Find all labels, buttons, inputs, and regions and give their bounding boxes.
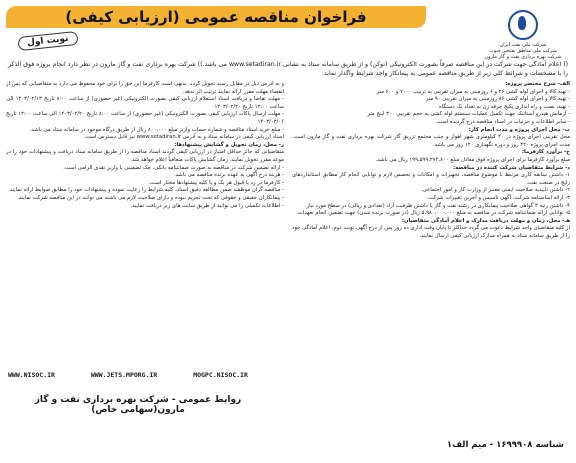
logo-line: شرکت ملی نفت ایران xyxy=(499,42,547,48)
paragraph: و به آدرس ذیل در مقابل رسید تحویل گردد. بدیهی است کارفرما این حق را برای خود محفوظ می دارد به متقاضیانی که پس از انقضاء مهلت مقرر ارائه نمایند ترتیب اثر ندهد. xyxy=(6,81,284,95)
footer-link[interactable]: WWW.JETS.MPORG.IR xyxy=(90,371,158,379)
header xyxy=(6,4,570,62)
paragraph: - سایر اطلاعات و جزئیات در اسناد مناقصه درج گردیده است. xyxy=(435,118,570,125)
paragraph: اسناد ارزیابی کیفی در سامانه ستاد و به آدرس www.setadiran.ir نیز قابل دسترس است. xyxy=(83,134,284,141)
logo-line: شرکت بهره برداری نفت و گاز مارون xyxy=(484,54,562,60)
footer-links xyxy=(8,371,248,379)
paragraph: - تهیه کالا و اجرای لوله کشی ۸۶ روزمینی به میزان تقریبی ۹۰ متر xyxy=(425,96,570,103)
company-logo xyxy=(484,10,562,60)
paragraph: ۲- داشتن تاییدیه صلاحیت ایمنی معتبر از وزارت کار و امور اجتماعی. xyxy=(420,187,570,194)
paragraph: - اطلاعات تکمیلی را می توانید از طریق سایت های زیر دریافت نمایید. xyxy=(130,202,284,209)
section-heading: الف- شرح مختصر پروژه: xyxy=(505,81,570,87)
paragraph: - مهلت تقاضا و دریافت اسناد استعلام ارزیابی کیفی بصورت الکترونیکی (غیر حضوری) از ساعت ۸:۰۰ تاریخ ۱۴۰۳/۰۲/۱۳ الی ساعت ۱۲:۰۰ تاریخ ۱۴۰۳/۰۲/۲۰ xyxy=(6,96,284,110)
logo-text xyxy=(484,42,562,60)
paragraph: - کارفرما در رد یا قبول هر یک و یا کلیه پیشنهادها مختار است. xyxy=(148,179,284,186)
section-heading: هـ- محل، زمان و مهلت دریافت مدارک و اعلام آمادگی متقاضیان: xyxy=(401,217,570,224)
footer-link[interactable]: MOGPC.NISOC.IR xyxy=(193,371,248,379)
footer-link[interactable]: WWW.NISOC.IR xyxy=(8,371,55,379)
body-columns xyxy=(6,81,570,331)
paragraph: از کلیه متقاضیان واجد شرایط دعوت می گردد حداکثر تا پایان وقت اداری ده روز پس از درج آگهی نوبت دوم، اعلام آمادگی خود را از طریق سامانه ستاد به همراه مدارک ارزیابی کیفی ارسال نمایند. xyxy=(292,225,570,239)
paragraph: ۱- داشتن سابقه کاری مرتبط با موضوع مناقصه، تجهیزات و امکانات و تخصص لازم و توانایی انجام کار مطابق استانداردهای رایج در صنعت نفت. xyxy=(292,172,570,186)
paragraph: محل تقریبی اجرای پروژه در ۴۰ کیلومتری شهر اهواز و جنب مجتمع تزریق گاز شرکت بهره برداری نفت و گاز مارون است. مدت اجرای پروژه ۴۲۰ روز و دوره نگهداری ۱۲۰ روز می باشد. xyxy=(292,134,570,148)
ad-identifier: شناسه ۱۶۹۹۹۰۸ - میم الف۱ xyxy=(446,440,564,450)
paragraph: - مناقصه گران موظفند ضمن مطالعه دقیق اسناد، کلیه شرایط را رعایت نموده و پیشنهادات خود را مطابق ضوابط ارائه نمایند. xyxy=(8,187,284,194)
right-column xyxy=(292,81,570,331)
section-heading: د- شرایط متقاضیان شرکت کننده در مناقصه: xyxy=(453,164,570,171)
paragraph: - مبلغ خرید اسناد مناقصه و شماره حساب واریز مبلغ ۸۰۰،۰۰۰ ریال از طریق درگاه موجود در سامانه ستاد می باشد. xyxy=(29,126,284,133)
paragraph: ۵- توانایی ارائه ضمانتنامه شرکت در مناقصه به مبلغ ۵،۹۸۰،۰۰۰،۰۰۰ ریال (در صورت برنده شدن) جهت تضمین انجام تعهدات. xyxy=(296,210,570,217)
paragraph: متقاضیانی که حائز حداقل امتیاز در ارزیابی کیفی گردند اسناد مناقصه را از طریق سامانه ستاد دریافت و پیشنهادات خود را در موعد مقرر تحویل نمایند. زمان گشایش پاکات متعاقباً اعلام خواهد شد. xyxy=(6,149,284,163)
paragraph: - تهیه، نصب و راه اندازی پکیج جرقه زن به تعداد یک دستگاه xyxy=(438,103,570,110)
section-heading: ز- محل، زمان تحویل و گشایش پیشنهادها: xyxy=(174,141,284,148)
paragraph: ۳- ارائه اساسنامه شرکت، آگهی تاسیس و آخرین تغییرات شرکت. xyxy=(426,194,570,201)
intro-paragraph: (( اعلام آمادگی جهت شرکت در این مناقصه صرفاً بصورت الکترونیکی (توکن) و از طریق سامانه ستاد به نشانی www.setadiran.ir می باشد.)) شرکت بهره برداری نفت و گاز مارون در نظر دارد انجام پروژه فوق الذکر را با مشخصات و شرائط کلی زیر از طریق مناقصه عمومی به پیمانکار واجد شرایط واگذار نماید. xyxy=(8,61,568,77)
paragraph: مبلغ برآورد کارفرما برای اجرای پروژه فوق معادل مبلغ ۱۹۹،۵۹۹،۲۷۴،۸۰۰ ریال می باشد. xyxy=(375,156,570,163)
paragraph: - مهلت ارسال پاکات ارزیابی کیفی بصورت الکترونیکی (غیر حضوری) از ساعت ۸:۰۰ تاریخ ۱۴۰۳/۰۲/۲۰ الی ساعت ۱۲:۰۰ تاریخ ۱۴۰۳/۰۳/۰۶ xyxy=(6,111,284,125)
paragraph: - ارائه تضمین شرکت در مناقصه به صورت ضمانتنامه بانکی، چک تضمینی یا واریز نقدی الزامی است. xyxy=(63,164,284,171)
logo-line: شرکت ملی مناطق نفتخیز جنوب xyxy=(489,48,557,54)
notice-title: فراخوان مناقصه عمومی (ارزیابی کیفی) xyxy=(6,6,426,28)
first-round-stamp: نوبت اول xyxy=(17,31,78,51)
paragraph: - هزینه درج آگهی به عهده برنده مناقصه می باشد. xyxy=(173,172,284,179)
section-heading: ج- برآورد کارفرما: xyxy=(521,149,570,156)
paragraph: ۴- داشتن رتبه ۴ گواهی صلاحیت پیمانکاری در رشته نفت و گاز یا داشتن ظرفیت آزاد (تعدادی و ریالی) در سطح مورد نیاز. xyxy=(304,202,570,209)
footer-organization: روابط عمومی - شرکت بهره برداری نفت و گاز مارون(سهامی خاص) xyxy=(34,395,242,415)
paragraph: - آزمایش هیدرو استاتیک جهت تکمیل عملیات سیستم لوله کشی به حجم تقریبی ۳۰۰ اینچ متر xyxy=(367,111,570,118)
section-heading: ب- محل اجرای پروژه و مدت انجام کار: xyxy=(468,126,570,133)
paragraph: - پیمانکاران حقیقی و حقوقی که تحت تحریم نبوده و دارای صلاحیت لازم می باشند می توانند در این مناقصه شرکت نمایند. xyxy=(17,194,284,201)
paragraph: - تهیه کالا و اجرای لوله کشی ۲۶ و ۶ روزمینی به میزان تقریبی به ترتیب ۷۰۰۰ و ۶۰۰ متر xyxy=(376,88,570,95)
left-column xyxy=(6,81,284,331)
flame-icon xyxy=(508,10,538,40)
